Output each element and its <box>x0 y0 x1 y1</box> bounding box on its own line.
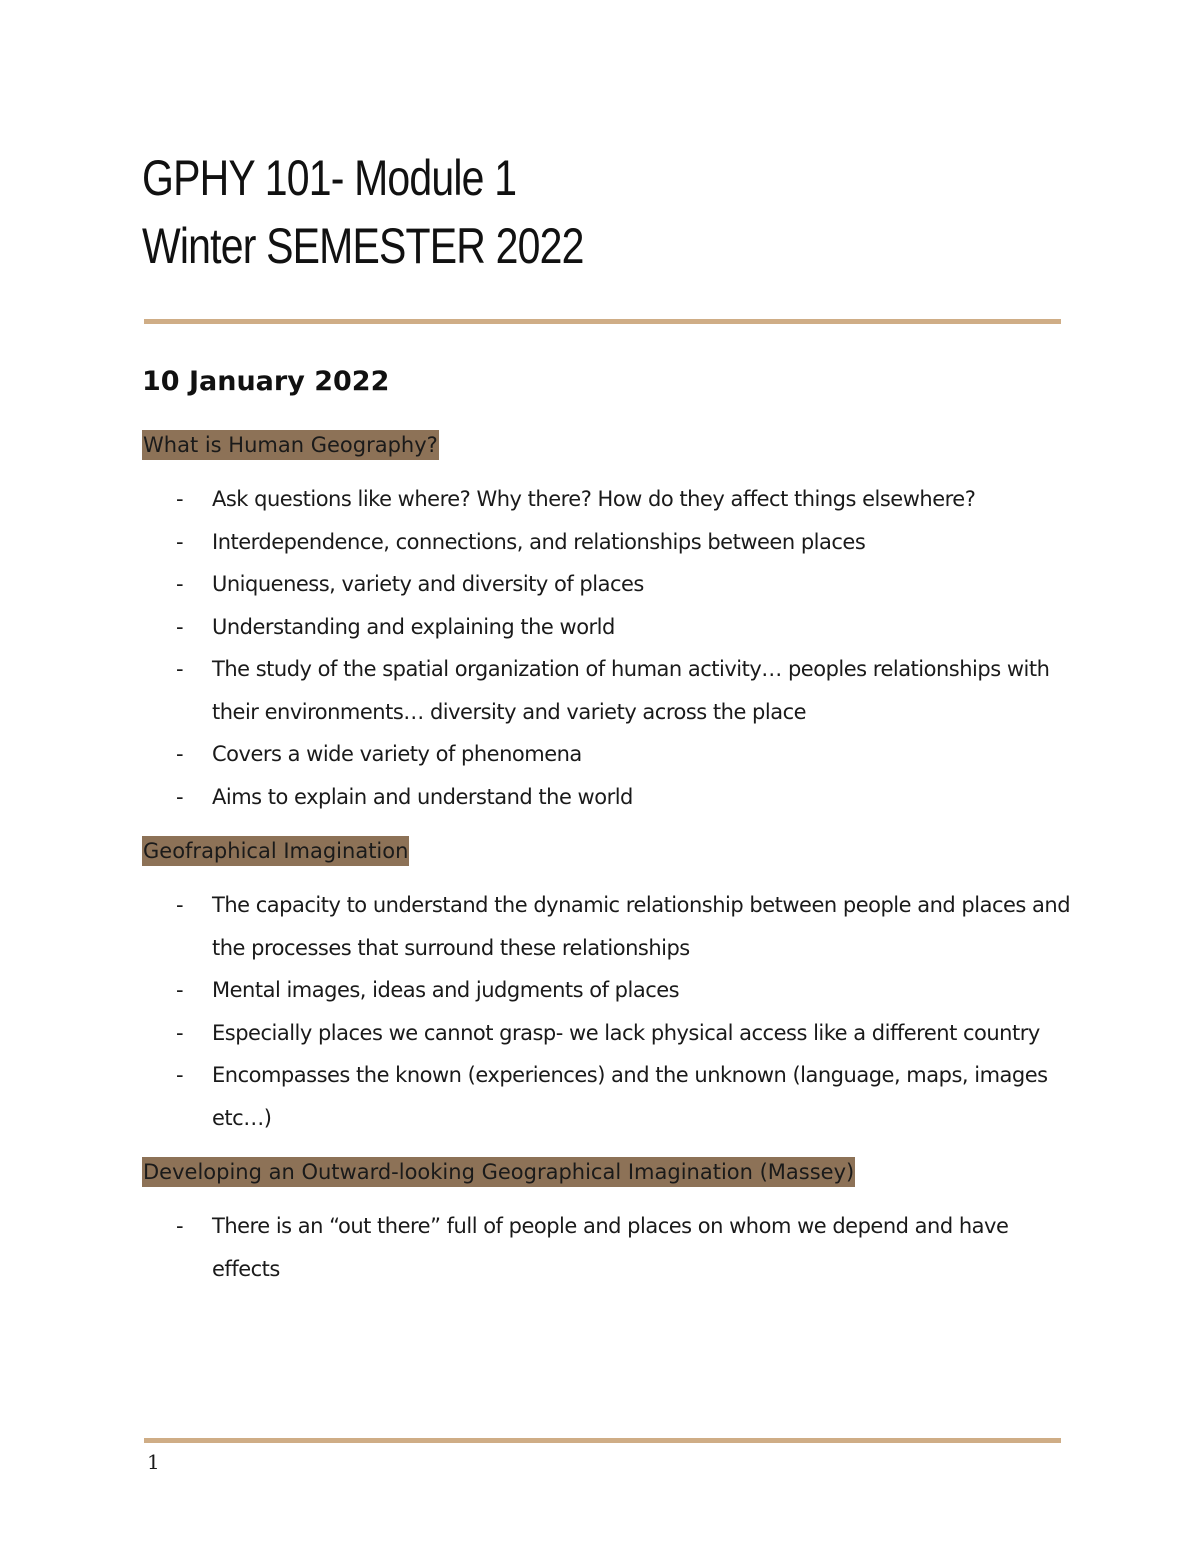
list-item <box>142 521 1072 564</box>
list-item-text: Uniqueness, variety and diversity of places <box>212 572 644 596</box>
list-item-text: Ask questions like where? Why there? How do they affect things elsewhere? <box>212 487 976 511</box>
dash-bullet: - <box>176 487 184 511</box>
section-heading: What is Human Geography? <box>142 430 439 460</box>
dash-bullet: - <box>176 572 184 596</box>
date-heading: 10 January 2022 <box>142 366 390 397</box>
document-body <box>142 362 1072 1308</box>
list-item <box>142 776 1072 819</box>
dash-bullet: - <box>176 1063 184 1087</box>
list-item-text: There is an “out there” full of people and places on whom we depend and have effects <box>212 1214 1009 1281</box>
dash-bullet: - <box>176 1020 184 1045</box>
section-heading-wrap <box>142 836 1072 866</box>
bullet-list <box>142 884 1072 1139</box>
list-item <box>142 1205 1072 1290</box>
list-item-text: Interdependence, connections, and relationships between places <box>212 529 866 554</box>
list-item <box>142 606 1072 649</box>
list-item-text: The capacity to understand the dynamic relationship between people and places and the processes that surround these relationships <box>212 893 1071 960</box>
document-subtitle: Winter SEMESTER 2022 <box>142 218 584 274</box>
bullet-list <box>142 478 1072 818</box>
list-item <box>142 1054 1072 1139</box>
document-title: GPHY 101- Module 1 <box>142 150 517 206</box>
dash-bullet: - <box>176 529 184 554</box>
list-item <box>142 884 1072 969</box>
title-block <box>142 148 681 276</box>
list-item-text: Covers a wide variety of phenomena <box>212 742 582 766</box>
list-item <box>142 969 1072 1012</box>
section-heading-wrap <box>142 1157 1072 1187</box>
section-heading: Geofraphical Imagination <box>142 836 409 866</box>
list-item-text: Mental images, ideas and judgments of places <box>212 978 680 1002</box>
list-item-text: Understanding and explaining the world <box>212 614 615 639</box>
bullet-list <box>142 1205 1072 1290</box>
section-heading-wrap <box>142 430 1072 460</box>
list-item-text: Especially places we cannot grasp- we lack physical access like a different country <box>212 1020 1040 1045</box>
dash-bullet: - <box>176 978 184 1002</box>
list-item <box>142 733 1072 776</box>
header-divider <box>144 319 1061 324</box>
dash-bullet: - <box>176 614 184 639</box>
list-item <box>142 563 1072 606</box>
page-number: 1 <box>147 1450 160 1474</box>
list-item-text: Aims to explain and understand the world <box>212 784 633 809</box>
list-item-text: The study of the spatial organization of human activity… peoples relationships with their environments… diversity and variety across the place <box>212 657 1050 724</box>
list-item <box>142 1012 1072 1055</box>
footer-divider <box>144 1438 1061 1443</box>
list-item-text: Encompasses the known (experiences) and the unknown (language, maps, images etc…) <box>212 1063 1048 1130</box>
section-heading: Developing an Outward-looking Geographical Imagination (Massey) <box>142 1157 855 1187</box>
list-item <box>142 478 1072 521</box>
dash-bullet: - <box>176 893 184 917</box>
list-item <box>142 648 1072 733</box>
dash-bullet: - <box>176 742 184 766</box>
dash-bullet: - <box>176 784 184 809</box>
dash-bullet: - <box>176 657 184 681</box>
dash-bullet: - <box>176 1214 184 1238</box>
